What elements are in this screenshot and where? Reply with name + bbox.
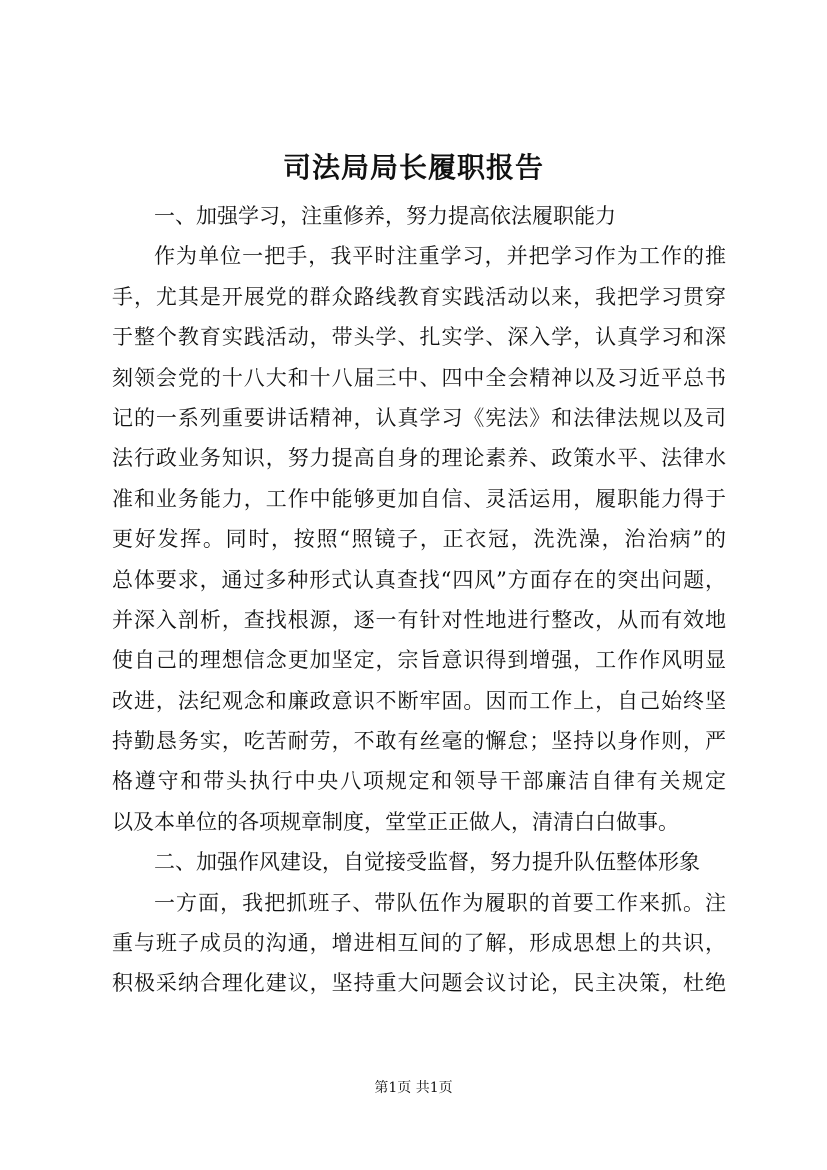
paragraph-line: 于整个教育实践活动，带头学、扎实学、深入学，认真学习和深 (112, 325, 726, 350)
paragraph-line: 格遵守和带头执行中央八项规定和领导干部廉洁自律有关规定 (112, 769, 726, 794)
page-footer: 第1页 共1页 (374, 1080, 453, 1096)
paragraph-line: 总体要求，通过多种形式认真查找“四风”方面存在的突出问题， (112, 567, 726, 592)
paragraph-line: 积极采纳合理化建议，坚持重大问题会议讨论，民主决策，杜绝 (112, 971, 726, 996)
paragraph-line: 持勤恳务实，吃苦耐劳，不敢有丝毫的懈怠；坚持以身作则，严 (112, 729, 726, 754)
paragraph-line: 使自己的理想信念更加坚定，宗旨意识得到增强，工作作风明显 (112, 648, 726, 673)
paragraph-line: 刻领会党的十八大和十八届三中、四中全会精神以及习近平总书 (112, 365, 726, 390)
paragraph-line: 并深入剖析，查找根源，逐一有针对性地进行整改，从而有效地 (112, 607, 726, 632)
paragraph-line: 一方面，我把抓班子、带队伍作为履职的首要工作来抓。注 (154, 890, 726, 915)
paragraph-line: 记的一系列重要讲话精神，认真学习《宪法》和法律法规以及司 (112, 405, 726, 430)
section-heading-1: 一、加强学习，注重修养，努力提高依法履职能力 (154, 204, 616, 228)
paragraph-line: 准和业务能力，工作中能够更加自信、灵活运用，履职能力得于 (112, 486, 726, 511)
paragraph-line: 更好发挥。同时，按照“照镜子，正衣冠，洗洗澡，治治病”的 (112, 527, 726, 552)
document-body (112, 196, 726, 1004)
document-title: 司法局局长履职报告 (282, 151, 544, 184)
paragraph-line: 以及本单位的各项规章制度，堂堂正正做人，清清白白做事。 (112, 809, 679, 834)
paragraph-line: 重与班子成员的沟通，增进相互间的了解，形成思想上的共识， (112, 931, 726, 956)
paragraph-line: 手，尤其是开展党的群众路线教育实践活动以来，我把学习贯穿 (112, 284, 726, 309)
paragraph-line: 作为单位一把手，我平时注重学习，并把学习作为工作的推 (154, 244, 726, 269)
paragraph-line: 改进，法纪观念和廉政意识不断牢固。因而工作上，自己始终坚 (112, 688, 726, 713)
section-heading-2: 二、加强作风建设，自觉接受监督，努力提升队伍整体形象 (154, 850, 700, 875)
paragraph-line: 法行政业务知识，努力提高自身的理论素养、政策水平、法律水 (112, 446, 726, 471)
